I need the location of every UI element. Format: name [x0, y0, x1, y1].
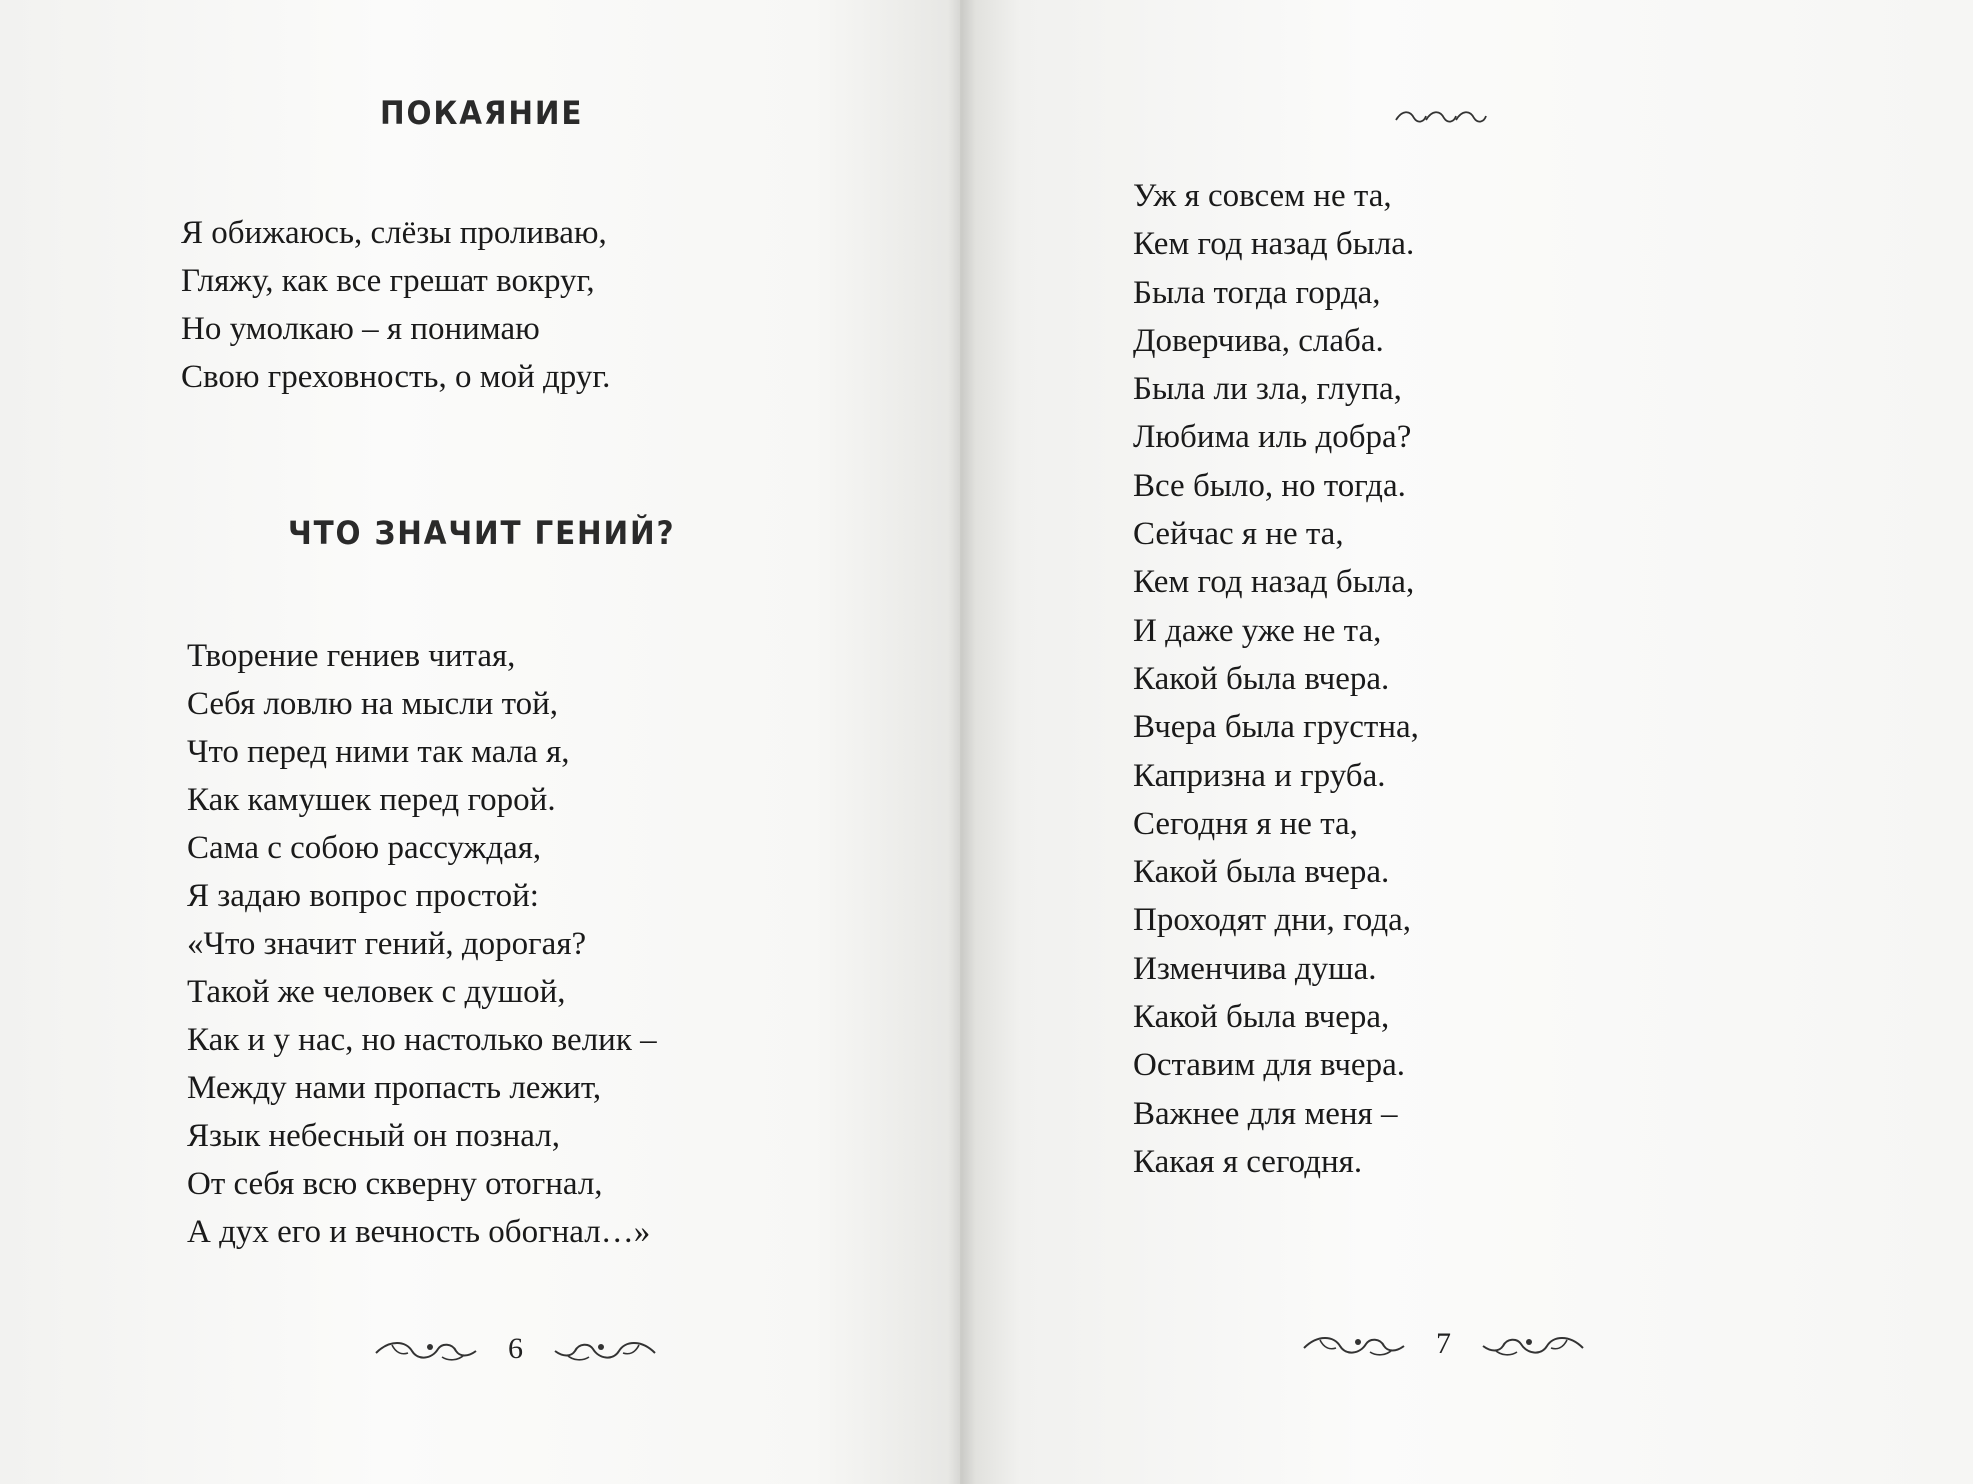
poem-line: Все было, но тогда. [1133, 467, 1406, 504]
page-number: 6 [508, 1332, 523, 1365]
poem-line: Какой была вчера. [1133, 854, 1390, 891]
page-number: 7 [1436, 1327, 1451, 1360]
poem-line: Была ли зла, глупа, [1133, 371, 1402, 408]
poem-line: Свою греховность, о мой друг. [181, 359, 611, 395]
poem-title-pokayanie: ПОКАЯНИЕ [380, 94, 584, 132]
poem-line: Я задаю вопрос простой: [187, 878, 539, 914]
flourish-right-icon [549, 1331, 659, 1367]
poem-line: «Что значит гений, дорогая? [187, 926, 587, 962]
left-page-folio [372, 1331, 659, 1367]
poem-line: Капризна и груба. [1133, 757, 1386, 794]
poem-line: Между нами пропасть лежит, [187, 1070, 602, 1106]
head-ornament-icon [1392, 106, 1488, 126]
flourish-left-icon [1300, 1326, 1410, 1362]
poem-line: Кем год назад была. [1133, 226, 1415, 263]
poem-line: Кем год назад была, [1133, 564, 1415, 601]
poem-line: Вчера была грустна, [1133, 709, 1419, 746]
poem-line: Важнее для меня – [1133, 1095, 1398, 1132]
poem-line: Доверчива, слаба. [1133, 322, 1384, 359]
poem-line: Как и у нас, но настолько велик – [187, 1022, 657, 1058]
poem-line: Себя ловлю на мысли той, [187, 686, 558, 722]
poem-line: Я обижаюсь, слёзы проливаю, [181, 215, 607, 251]
poem-line: Как камушек перед горой. [187, 782, 556, 818]
poem-line: Язык небесный он познал, [187, 1118, 560, 1154]
poem-line: Такой же человек с душой, [187, 974, 566, 1010]
book-gutter-shadow [948, 0, 976, 1484]
flourish-right-icon [1477, 1326, 1587, 1362]
right-page-folio [1300, 1326, 1587, 1362]
poem-line: И даже уже не та, [1133, 612, 1382, 649]
poem-line: Была тогда горда, [1133, 274, 1381, 311]
poem-line: Сегодня я не та, [1133, 805, 1358, 842]
poem-line: Сейчас я не та, [1133, 516, 1344, 553]
poem-line: Какой была вчера. [1133, 660, 1390, 697]
poem-line: Сама с собою рассуждая, [187, 830, 542, 866]
poem-line: От себя всю скверну отогнал, [187, 1166, 603, 1202]
poem-right-page [1133, 172, 1419, 1186]
poem-line: А дух его и вечность обогнал…» [187, 1214, 651, 1250]
poem-line: Какой была вчера, [1133, 999, 1390, 1036]
poem-pokayanie [181, 209, 610, 401]
poem-line: Творение гениев читая, [187, 638, 516, 674]
poem-line: Но умолкаю – я понимаю [181, 311, 540, 347]
poem-line: Любима иль добра? [1133, 419, 1412, 456]
flourish-left-icon [372, 1331, 482, 1367]
poem-genius [187, 632, 657, 1256]
poem-line: Уж я совсем не та, [1133, 178, 1392, 214]
right-page [960, 0, 1973, 1484]
poem-line: Какая я сегодня. [1133, 1143, 1363, 1180]
poem-line: Изменчива душа. [1133, 950, 1377, 987]
poem-line: Оставим для вчера. [1133, 1047, 1405, 1084]
poem-line: Проходят дни, года, [1133, 902, 1412, 939]
poem-line: Гляжу, как все грешат вокруг, [181, 263, 595, 299]
left-page [0, 0, 960, 1484]
poem-line: Что перед ними так мала я, [187, 734, 570, 770]
poem-title-genius: ЧТО ЗНАЧИТ ГЕНИЙ? [288, 514, 676, 552]
